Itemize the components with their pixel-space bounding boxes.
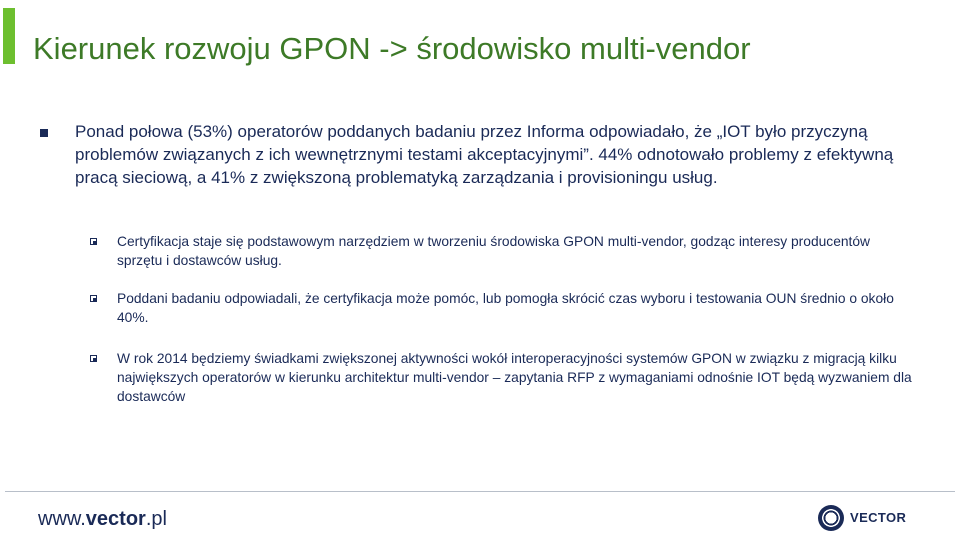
slide-title: Kierunek rozwoju GPON -> środowisko multi-vendor: [33, 31, 751, 66]
vector-logo-icon: [818, 505, 844, 531]
vector-logo: [818, 505, 928, 531]
square-bullet-icon: [90, 295, 97, 302]
footer-url-suffix: .pl: [145, 508, 167, 530]
sub-bullet-text: W rok 2014 będziemy świadkami zwiększonej aktywności wokół interoperacyjności systemów GPON w związku z migracją kilku największych operatorów w kierunku architektur multi-vendor – zapytania RFP z wymaganiami odnośnie IOT będą wyzwaniem dla dostawców: [117, 351, 912, 404]
vector-logo-text: VECTOR: [850, 510, 907, 525]
footer-website-link[interactable]: [38, 507, 167, 531]
sub-bullet-text: Certyfikacja staje się podstawowym narzędziem w tworzeniu środowiska GPON multi-vendor, godząc interesy producentów sprzętu i dostawców usług.: [117, 234, 871, 268]
main-bullet-text: Ponad połowa (53%) operatorów poddanych badaniu przez Informa odpowiadało, że „IOT było przyczyną problemów związanych z ich wewnętrznymi testami akceptacyjnymi”. 44% odnotowało problemy z efektywną pracą sieciową, a 41% z zwiększoną problematyką zarządzania i provisioningu usług.: [75, 122, 894, 187]
sub-bullet-text: Poddani badaniu odpowiadali, że certyfikacja może pomóc, lub pomogła skrócić czas wyboru i testowania OUN średnio o około 40%.: [117, 291, 894, 325]
footer-url-brand: vector: [85, 508, 146, 530]
square-bullet-icon: [90, 355, 97, 362]
square-bullet-icon: [90, 238, 97, 245]
square-bullet-icon: [40, 129, 48, 137]
footer-divider: [5, 491, 955, 492]
footer-url-prefix: www.: [38, 508, 86, 530]
